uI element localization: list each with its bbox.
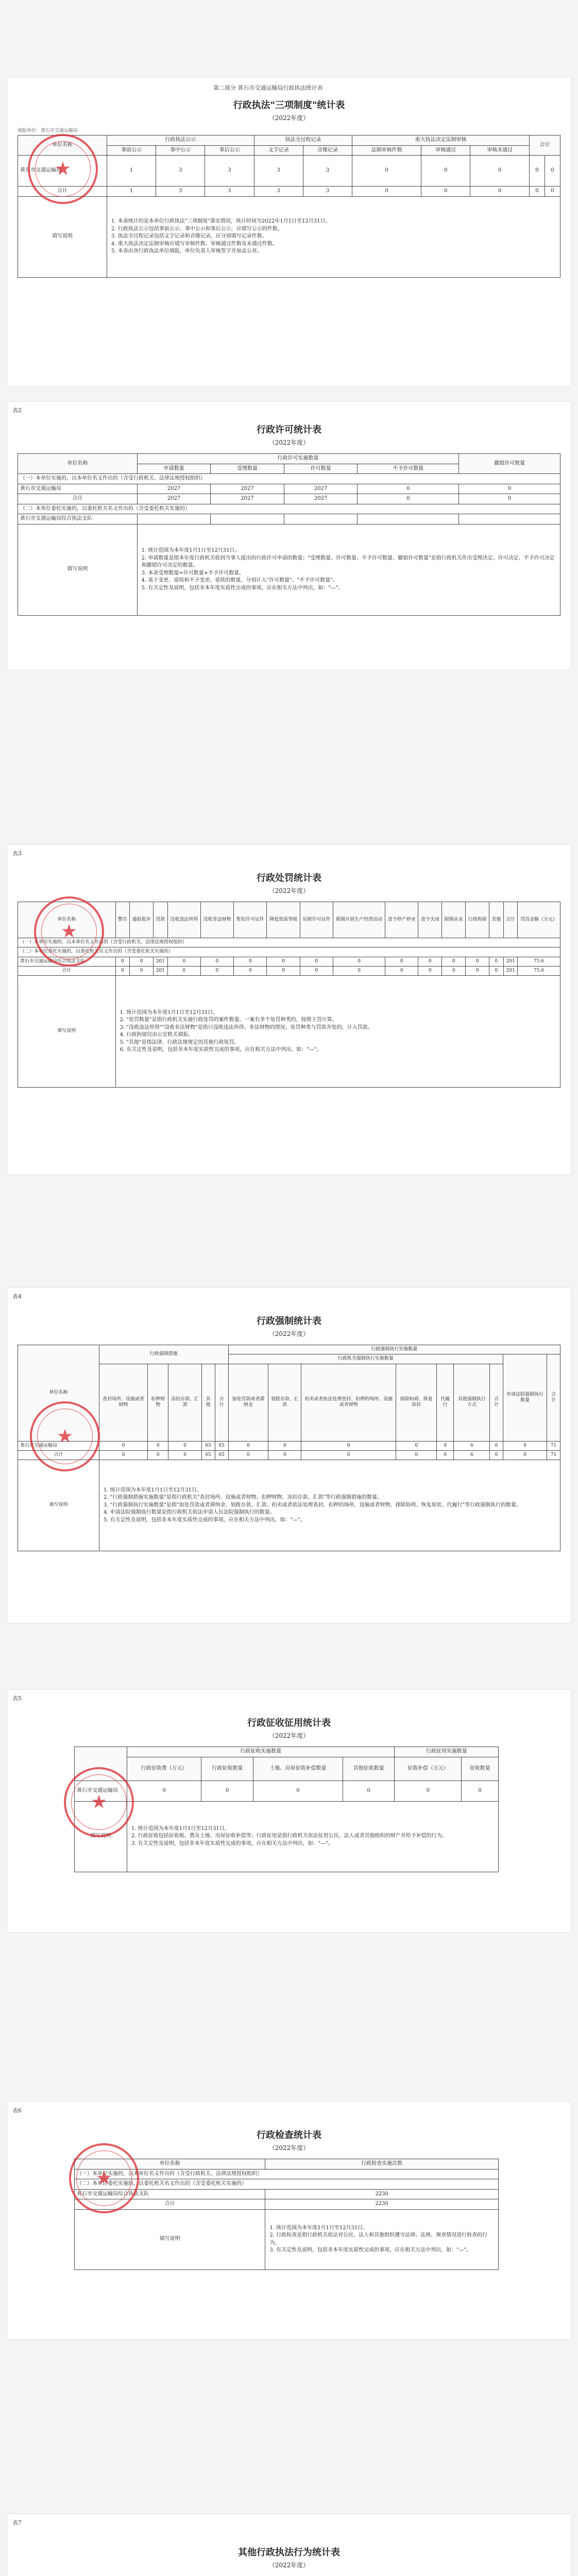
cell: 0: [301, 1450, 396, 1460]
cell: 0: [352, 156, 421, 187]
col-header: 重大执法决定法制审核: [352, 135, 530, 146]
note-line: 2. 行政检查是指行政机关依法对公民、法人和其他组织遵守法律、法规、规章情况进行检查的行为。: [269, 2232, 488, 2246]
sub-header: 审核未通过: [470, 145, 530, 156]
cell: 6: [490, 1450, 503, 1460]
cell: 0: [470, 156, 530, 187]
sheet-title: 行政强制统计表: [257, 1316, 321, 1327]
note-line: 2. "处罚数量"是指行政机关实施行政处罚的案件数量，一案有多个处罚种类的，按照主罚计算。: [120, 1017, 337, 1023]
total-label: 合计: [18, 494, 138, 504]
note-line: 5. 有关定性及说明，包括非本年度实质性完成的事项，应在相关方法中列出，如："—"。: [103, 1517, 305, 1523]
sub-header: 查封场所、设施或者财物: [99, 1364, 147, 1441]
cell: 6: [490, 1441, 503, 1450]
sub-header: 受理数量: [211, 464, 284, 474]
cell: 0: [459, 494, 560, 504]
cell: 2230: [265, 2189, 499, 2199]
note-line: 2. "行政强制措施实施数量"是指行政机关"查封场所、设施或者财物、扣押财物、冻结存款、汇款"等行政强制措施的数量。: [103, 1495, 383, 1501]
sheet-1: [7, 77, 571, 386]
official-seal-icon: ★: [64, 1767, 134, 1837]
note-line: 3. "没收违法所得""没收非法财物"是指只没收违法所得、非法财物的情况；处罚种类与罚款并处的，计入罚款。: [120, 1024, 373, 1030]
license-table: [18, 453, 560, 616]
sheet-7: [7, 2514, 571, 2576]
note-label: 填写说明: [75, 1801, 127, 1872]
cell: 6: [454, 1441, 490, 1450]
note-line: 4. 行政拘留仅由公安机关填报。: [120, 1032, 194, 1038]
three-system-table: [18, 135, 560, 278]
sheet-label: 表7: [12, 2519, 22, 2526]
cell: 2027: [211, 494, 284, 504]
cell: 65: [201, 1450, 215, 1460]
col-header: 限制开展生产经营活动: [333, 902, 385, 938]
cell: 0: [442, 957, 466, 966]
cell: 1: [107, 187, 156, 197]
sub-header: 不予许可数量: [358, 464, 459, 474]
cell: 0: [115, 957, 130, 966]
cell: 201: [503, 966, 518, 975]
table-row: [18, 156, 560, 187]
notes: [99, 1460, 560, 1551]
cell: 0: [421, 187, 470, 197]
sub-header: 其他: [201, 1364, 215, 1441]
cell: 71: [547, 1450, 560, 1460]
cell: 0: [130, 957, 154, 966]
col-header: 罚没金额（万元）: [518, 902, 560, 938]
total-label: 合计: [75, 2199, 265, 2210]
official-seal-icon: ★: [28, 134, 98, 204]
cell: 0: [301, 1441, 396, 1450]
sheet-6: [7, 2102, 571, 2339]
cell: 0: [200, 957, 233, 966]
table-row-total: [18, 494, 560, 504]
note-line: 3. 执法全过程记录包括文字记录和音像记录，应分别填写记录件数。: [111, 233, 267, 240]
unit-name: 黄石市交通运输局综合执法支队: [18, 514, 138, 524]
sub-header: 事后公示: [205, 145, 254, 156]
notes-row: [18, 196, 560, 277]
sub-header: 合计: [490, 1364, 503, 1441]
table-row-total: [18, 187, 560, 197]
sub-header: 加处罚款或者滞纳金: [228, 1364, 268, 1441]
col-header: 责令关闭: [418, 902, 442, 938]
unit-name: 黄石市交通运输局综合执法支队: [75, 2189, 265, 2199]
note-line: 4. 申请法院强制执行数量是指行政机关依法申请人民法院强制执行的数量。: [103, 1510, 275, 1516]
cell: 201: [154, 966, 168, 975]
cell: 0: [466, 957, 489, 966]
group-heading: （一）本单位实施的，以本单位名义作出的（含受行政机关、法律法规授权组织）: [18, 938, 560, 947]
sub-header: 行政征收费（万元）: [127, 1757, 201, 1781]
cell: 0: [385, 966, 418, 975]
cell: 0: [234, 957, 267, 966]
note-line: 1. 统计范围为本年度1月1日至12月31日。: [269, 2225, 368, 2231]
cell: 0: [545, 187, 560, 197]
cell: 0: [437, 1441, 454, 1450]
col-header: 单位名称: [18, 1345, 99, 1442]
unit-name: 黄石市交通运输局: [18, 1441, 99, 1450]
col-header: 申请法院强制执行数量: [503, 1354, 547, 1441]
cell: 65: [215, 1441, 228, 1450]
cell: 3: [254, 187, 303, 197]
col-header: 责令停产停业: [385, 902, 418, 938]
note-line: 6. 有关定性及说明，包括非本年度实质性完成的事项，应在相关方法中列出，如："—"。: [120, 1047, 322, 1053]
sheet-year: （2022年度）: [268, 114, 310, 122]
table-row-total: [75, 2199, 499, 2210]
note-line: 1. 统计范围为本年度1月1日至12月31日。: [120, 1009, 218, 1015]
sheet-label: 表3: [12, 850, 22, 857]
col-header: 行政许可实施数量: [137, 454, 459, 464]
col-header: 限制从业: [442, 902, 466, 938]
table-row: [18, 1441, 560, 1450]
sub-header: 法制审核件数: [352, 145, 421, 156]
cell: 0: [268, 1441, 301, 1450]
table-row-total: [18, 1450, 560, 1460]
cell: 0: [167, 966, 200, 975]
inspection-table: [74, 2159, 499, 2270]
sub-header: 冻结存款、汇款: [168, 1364, 201, 1441]
cell: 0: [418, 957, 442, 966]
table-row: [18, 514, 560, 524]
cell: [459, 514, 560, 524]
sub-header: 音像记录: [303, 145, 352, 156]
cell: [211, 514, 284, 524]
cell: 2027: [137, 484, 211, 494]
cell: 3: [254, 156, 303, 187]
cell: 0: [200, 966, 233, 975]
cell: 0: [395, 1781, 462, 1801]
cell: 2230: [265, 2199, 499, 2210]
unit-name: 黄石市交通运输局综合执法支队: [18, 957, 116, 966]
sub-header: 扣押财物: [148, 1364, 168, 1441]
sheet-year: （2022年度）: [268, 1732, 310, 1739]
note-line: 3. 有关定性及说明，包括非本年度实质性完成的事项，应在相关方法中列出，如："—"。: [131, 1840, 333, 1846]
note-line: 1. 统计范围为本年度1月1日至12月31日。: [141, 548, 240, 553]
sheet-year: （2022年度）: [268, 887, 310, 894]
col-header: 合计: [547, 1354, 560, 1441]
notes-row: [75, 2209, 499, 2269]
note-line: 3. 本表受理数量=许可数量+不予许可数量。: [141, 570, 245, 576]
table-row: [18, 957, 560, 966]
header-row: [18, 902, 560, 938]
cell: 0: [333, 957, 385, 966]
sheet-year: （2022年度）: [268, 2562, 310, 2569]
cell: 0: [234, 966, 267, 975]
cell: 2027: [137, 494, 211, 504]
cell: 0: [530, 187, 545, 197]
cell: 2027: [284, 494, 358, 504]
cell: 0: [115, 966, 130, 975]
sub-header: 征收数量: [462, 1757, 499, 1781]
sub-header: 代履行: [437, 1364, 454, 1441]
notes: [115, 976, 560, 1088]
col-header: 行政拘留: [466, 902, 489, 938]
sheet-label: 第二部分 黄石市交通运输局行政执法统计表: [213, 84, 323, 91]
group-heading: （一）本单位实施的，以本单位名义作出的（含受行政机关、法律法规授权组织）: [75, 2169, 499, 2179]
cell: 0: [503, 1450, 547, 1460]
penalty-table: [18, 902, 560, 1088]
note-line: 5. "其他"是指法律、行政法规规定的其他行政处罚。: [120, 1039, 240, 1045]
cell: 0: [343, 1781, 395, 1801]
enforcement-table: [18, 1345, 560, 1551]
col-header: 单位名称: [18, 902, 116, 938]
cell: [284, 514, 358, 524]
col-header: [75, 1747, 127, 1781]
sheet-2: [7, 402, 571, 670]
sheet-title: 行政征收征用统计表: [247, 1718, 331, 1728]
note-line: 2. 申请数量是指本年度行政机关收到当事人提出的行政许可申请的数量；"受理数量、许可数量、不予许可数量、撤销许可数量"是指行政机关作出受理决定、许可决定、不予许可决定和撤销许可决定的数量。: [141, 555, 555, 568]
sub-header: 审核通过: [421, 145, 470, 156]
sub-header: 事中公示: [156, 145, 205, 156]
sheet-label: 表2: [12, 407, 22, 414]
col-header: 执法全过程记录: [254, 135, 352, 146]
note-line: 1. 统计范围为本年度1月1日至12月31日。: [131, 1825, 230, 1832]
notes-row: [18, 1460, 560, 1551]
official-seal-icon: ★: [69, 2143, 139, 2213]
note-line: 2. 行政征收包括征收税、费及土地、房屋征收补偿等；行政征用是指行政机关依法征用公民、法人或者其他组织的财产并给予补偿的行为。: [131, 1833, 447, 1839]
cell: 0: [489, 957, 504, 966]
cell: 0: [267, 957, 300, 966]
cell: 0: [168, 1450, 201, 1460]
cell: 0: [358, 494, 459, 504]
table-row: [18, 484, 560, 494]
note-line: 1. 本表统计的是本单位行政执法"三项制度"落实情况，统计时间为2022年1月1日至12月31日。: [111, 218, 331, 225]
sheet-label: 表6: [12, 2107, 22, 2114]
cell: 0: [462, 1781, 499, 1801]
sub-header: 行政征收数量: [201, 1757, 253, 1781]
col-header: 降低资质等级: [267, 902, 300, 938]
cell: 0: [396, 1441, 437, 1450]
cell: 0: [418, 966, 442, 975]
cell: 0: [168, 1441, 201, 1450]
table-row: [75, 1781, 499, 1801]
sub-header: 文字记录: [254, 145, 303, 156]
cell: 0: [421, 156, 470, 187]
cell: 0: [167, 957, 200, 966]
col-header: 行政强制执行实施数量: [228, 1345, 560, 1354]
cell: 0: [545, 156, 560, 187]
cell: 0: [437, 1450, 454, 1460]
sheet-title: 行政处罚统计表: [257, 873, 321, 884]
cell: 0: [253, 1781, 343, 1801]
total-label: 合计: [18, 966, 116, 975]
note-label: 填写说明: [18, 1460, 99, 1551]
cell: 0: [333, 966, 385, 975]
notes: [137, 524, 560, 615]
col-header: 行政征收实施数量: [127, 1747, 395, 1757]
sub-header: 拍卖或者依法处理查封、扣押的场所、设施或者财物: [301, 1364, 396, 1441]
sheet-5: [7, 1690, 571, 1932]
note-label: 填写说明: [18, 524, 138, 615]
cell: 3: [156, 156, 205, 187]
cell: 2027: [211, 484, 284, 494]
cell: 0: [358, 484, 459, 494]
cell: 0: [466, 966, 489, 975]
col-header: 行政机关强制执行实施数量: [228, 1354, 503, 1364]
cell: 0: [385, 957, 418, 966]
cell: 0: [201, 1781, 253, 1801]
sheet-label: 表5: [12, 1695, 22, 1702]
notes-row: [75, 1801, 499, 1872]
sub-header: 申请数量: [137, 464, 211, 474]
cell: 2027: [284, 484, 358, 494]
cell: 0: [470, 187, 530, 197]
cell: 71: [547, 1441, 560, 1450]
table-row-total: [18, 966, 560, 975]
sub-header: 其他强制执行方式: [454, 1364, 490, 1441]
sub-header: 其他征收数量: [343, 1757, 395, 1781]
note-label: 填写说明: [75, 2209, 265, 2269]
notes: [265, 2209, 499, 2269]
note-line: 5. 有关定性及说明，包括非本年度实质性完成的事项，应在相关方法中列出，如："—"。: [141, 585, 344, 591]
note-line: 4. 基于变更、延续和不予变更、延续的数量，分别计入"许可数量"、"不予许可数量"。: [141, 578, 338, 583]
cell: 0: [442, 966, 466, 975]
sub-header: 划拨存款、汇款: [268, 1364, 301, 1441]
sheet-year: （2022年度）: [268, 2144, 310, 2151]
col-header: 行政强制措施: [99, 1345, 228, 1364]
col-header: 通报批评: [130, 902, 154, 938]
cell: 65: [201, 1441, 215, 1450]
sub-header: 合计: [215, 1364, 228, 1441]
col-header: 行政征用实施数量: [395, 1747, 499, 1757]
col-header: 其他: [489, 902, 504, 938]
cell: 3: [205, 187, 254, 197]
cell: 0: [268, 1450, 301, 1460]
cell: 6: [454, 1450, 490, 1460]
cell: 65: [215, 1450, 228, 1460]
col-header: 暂扣许可证件: [234, 902, 267, 938]
note-line: 2. 行政执法公示包括事前公示、事中公示和事后公示，应填写公示的件数。: [111, 226, 283, 232]
cell: 201: [154, 957, 168, 966]
cell: 0: [228, 1441, 268, 1450]
sheet-year: （2022年度）: [268, 1330, 310, 1337]
table-row: [75, 2189, 499, 2199]
unit-name: 黄石市交通运输局: [18, 156, 107, 187]
cell: 0: [300, 957, 333, 966]
cell: 0: [148, 1441, 168, 1450]
cell: 0: [396, 1450, 437, 1460]
cell: 3: [156, 187, 205, 197]
col-header: 警告: [115, 902, 130, 938]
col-header: 合计: [503, 902, 518, 938]
cell: 3: [303, 156, 352, 187]
note-line: 1. 统计范围为本年度1月1日至12月31日。: [103, 1487, 202, 1493]
notes-row: [18, 976, 560, 1088]
sheet-label: 表4: [12, 1293, 22, 1300]
sub-header: 征收补偿（万元）: [395, 1757, 462, 1781]
note-line: 5. 本表由各行政执法单位填报，单位负责人审核签字并加盖公章。: [111, 248, 262, 255]
cell: 0: [489, 966, 504, 975]
note-label: 填写说明: [18, 196, 107, 277]
cell: 3: [303, 187, 352, 197]
sheet-year: （2022年度）: [268, 439, 310, 446]
cell: 0: [352, 187, 421, 197]
cell: 0: [503, 1441, 547, 1450]
notes: [107, 196, 560, 277]
note-line: 4. 重大执法决定法制审核应填写审核件数、审核通过件数及未通过件数。: [111, 241, 278, 247]
levy-table: [74, 1747, 499, 1872]
col-header: 没收违法所得: [167, 902, 200, 938]
sheet-title: 行政检查统计表: [257, 2130, 321, 2141]
unit-name: 黄石市交通运输局: [18, 484, 138, 494]
sub-header: 事前公示: [107, 145, 156, 156]
sheet-title: 行政执法"三项制度"统计表: [233, 100, 345, 111]
cell: 75.6: [518, 966, 560, 975]
cell: 0: [267, 966, 300, 975]
total-label: 合计: [18, 187, 107, 197]
unit-name: 黄石市交通运输局: [75, 1781, 127, 1801]
cell: 3: [205, 156, 254, 187]
col-header: 没收非法财物: [200, 902, 233, 938]
group-heading: （二）本单位委托实施的，以委托机关名义作出的（含受委托机关实施的）: [18, 947, 560, 957]
cell: 0: [130, 966, 154, 975]
unit-label: 填报单位：黄石市交通运输局: [18, 128, 78, 133]
cell: 0: [300, 966, 333, 975]
cell: 0: [99, 1441, 147, 1450]
group-heading: （二）本单位委托实施的，以委托机关名义作出的（含受委托机关实施的）: [75, 2179, 499, 2190]
sheet-title: 行政许可统计表: [257, 425, 321, 435]
notes: [127, 1801, 498, 1872]
cell: 75.6: [518, 957, 560, 966]
col-header: 合计: [530, 135, 560, 156]
sheet-3: [7, 845, 571, 1175]
sub-header: 许可数量: [284, 464, 358, 474]
sub-header: 土地、房屋征收补偿数量: [253, 1757, 343, 1781]
note-line: 3. "行政强制执行实施数量"是指"加处罚款或者滞纳金、划拨存款、汇款、拍卖或者依法处理查封、扣押的场所、设施或者财物、排除妨碍、恢复原状、代履行"等行政强制执行的数量。: [103, 1502, 522, 1508]
cell: 0: [228, 1450, 268, 1460]
col-header: 单位名称: [18, 454, 138, 474]
col-header: 罚款: [154, 902, 168, 938]
official-seal-icon: ★: [30, 1401, 100, 1471]
col-header: 撤销许可数量: [459, 454, 560, 474]
col-header: 单位名称: [75, 2159, 265, 2170]
cell: 0: [459, 484, 560, 494]
sheet-title: 其他行政执法行为统计表: [238, 2547, 340, 2558]
col-header: 单位名称: [18, 135, 107, 156]
note-line: 3. 有关定性及说明，包括非本年度实质性完成的事项，应在相关方法中列出，如："—"。: [269, 2247, 472, 2253]
cell: [137, 514, 211, 524]
cell: 0: [127, 1781, 201, 1801]
note-label: 填写说明: [18, 976, 116, 1088]
cell: 1: [107, 156, 156, 187]
cell: 0: [148, 1450, 168, 1460]
total-label: 合计: [18, 1450, 99, 1460]
official-seal-icon: ★: [34, 896, 104, 967]
col-header: 行政执法公示: [107, 135, 254, 146]
cell: 201: [503, 957, 518, 966]
col-header: 吊销许可证件: [300, 902, 333, 938]
cell: [358, 514, 459, 524]
sub-header: 排除妨碍、恢复原状: [396, 1364, 437, 1441]
group-heading: （一）本单位实施的，以本单位名义作出的（含受行政机关、法律法规授权组织）: [18, 474, 560, 484]
col-header: 行政检查实施次数: [265, 2159, 499, 2170]
notes-row: [18, 524, 560, 615]
cell: 0: [99, 1450, 147, 1460]
sheet-4: [7, 1288, 571, 1623]
cell: 0: [530, 156, 545, 187]
group-heading: （二）本单位委托实施的，以委托机关名义作出的（含受委托机关实施的）: [18, 504, 560, 514]
